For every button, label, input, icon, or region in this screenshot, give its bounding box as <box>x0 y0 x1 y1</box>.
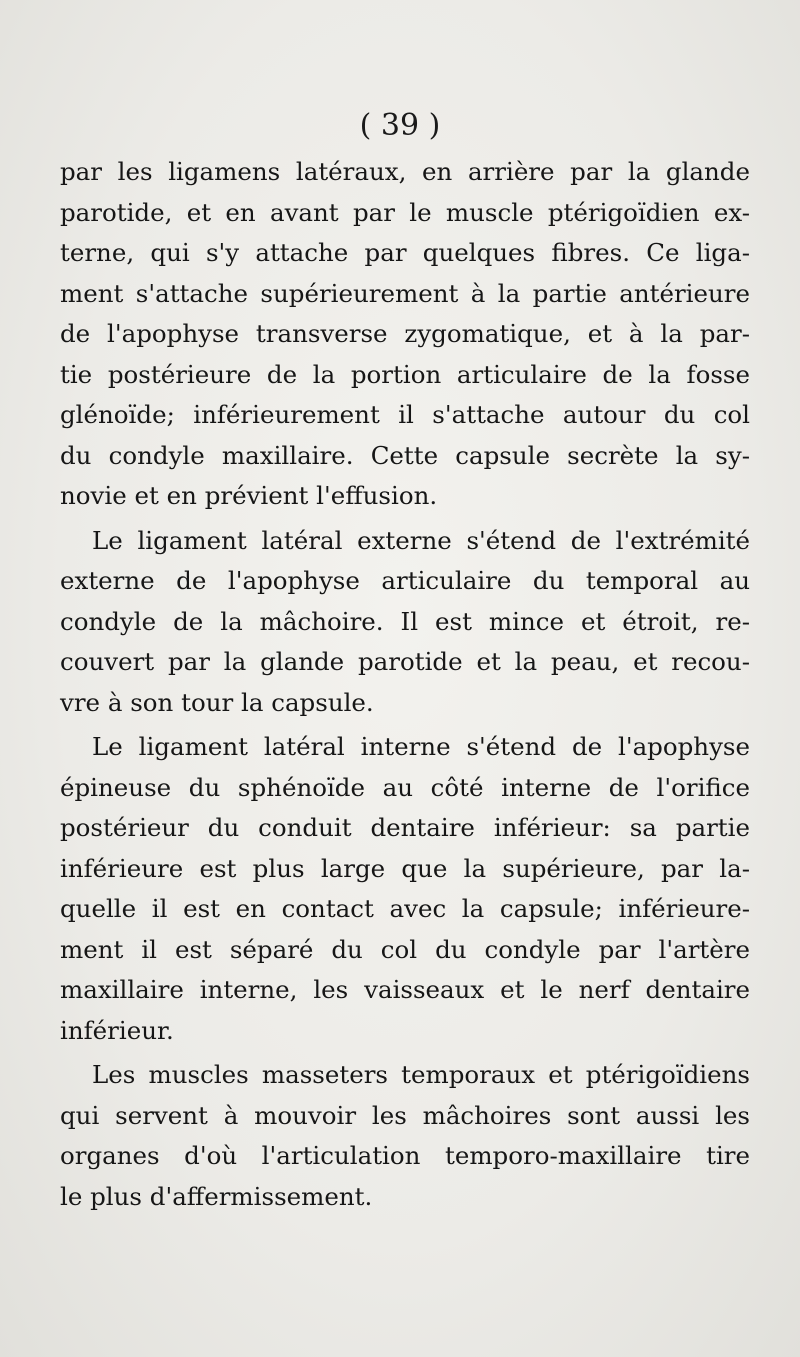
text-line: inférieur. <box>60 1015 174 1045</box>
text-line: le plus d'affermissement. <box>60 1181 373 1211</box>
text-line: parotide, et en avant par le muscle ptérigoïdien ex- <box>60 197 750 227</box>
text-line: de l'apophyse transverse zygomatique, et à la par- <box>60 319 750 348</box>
text-line: ment s'attache supérieurement à la partie antérieure <box>60 278 750 308</box>
text-line: Le ligament latéral externe s'étend de l'extrémité <box>92 525 750 555</box>
text-line: couvert par la glande parotide et la peau, et recou- <box>60 647 750 676</box>
text-line: terne, qui s'y attache par quelques fibres. Ce liga- <box>60 238 750 267</box>
text-line: ment il est séparé du col du condyle par l'artère <box>60 934 750 964</box>
text-line: inférieure est plus large que la supérieure, par la- <box>60 853 750 883</box>
text-line: qui servent à mouvoir les mâchoires sont aussi les <box>60 1100 750 1130</box>
text-line: organes d'où l'articulation temporo-maxillaire tire <box>60 1141 750 1170</box>
paragraph <box>60 521 750 724</box>
text-line: externe de l'apophyse articulaire du temporal au <box>60 566 750 595</box>
text-line: vre à son tour la capsule. <box>60 687 374 717</box>
text-line: novie et en prévient l'effusion. <box>60 481 438 510</box>
paragraph <box>60 152 750 517</box>
text-line: Le ligament latéral interne s'étend de l'apophyse <box>92 732 750 761</box>
text-line: maxillaire interne, les vaisseaux et le nerf dentaire <box>60 975 750 1004</box>
text-line: condyle de la mâchoire. Il est mince et étroit, re- <box>60 606 750 636</box>
text-line: quelle il est en contact avec la capsule; inférieure- <box>60 894 750 923</box>
text-line: par les ligamens latéraux, en arrière par la glande <box>60 157 750 186</box>
text-line: postérieur du conduit dentaire inférieur: sa partie <box>60 813 750 842</box>
text-line: tie postérieure de la portion articulaire de la fosse <box>60 359 750 389</box>
text-line: du condyle maxillaire. Cette capsule secrète la sy- <box>60 440 750 470</box>
text-line: glénoïde; inférieurement il s'attache autour du col <box>60 400 750 429</box>
page-number: ( 39 ) <box>359 108 441 143</box>
text-line: épineuse du sphénoïde au côté interne de l'orifice <box>60 772 750 802</box>
paragraph <box>60 1055 750 1217</box>
body-text <box>60 152 750 1217</box>
paragraph <box>60 727 750 1051</box>
text-line: Les muscles masseters temporaux et ptérigoïdiens <box>92 1060 750 1089</box>
